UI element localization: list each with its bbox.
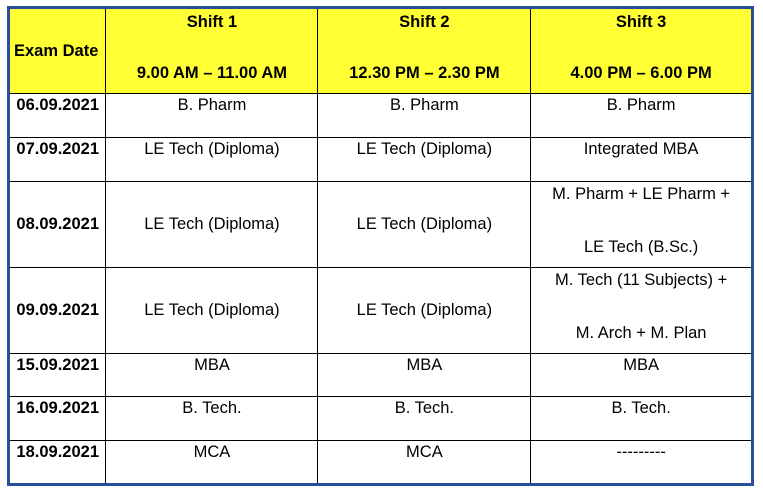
exam-date-cell: 18.09.2021: [9, 441, 106, 485]
shift-2-cell: MBA: [318, 354, 531, 397]
shift-2-cell: B. Pharm: [318, 94, 531, 138]
shift-3-cell: MBA: [531, 354, 753, 397]
shift-2-time: 12.30 PM – 2.30 PM: [349, 64, 500, 83]
shift-3-line-1: M. Tech (11 Subjects) +: [555, 271, 728, 289]
table-row: [9, 182, 753, 268]
shift-3-time: 4.00 PM – 6.00 PM: [570, 64, 712, 83]
shift-1-cell: MCA: [106, 441, 318, 485]
shift-3-name: Shift 3: [615, 13, 667, 31]
exam-date-cell: 06.09.2021: [9, 94, 106, 138]
shift-3-cell: B. Pharm: [531, 94, 753, 138]
shift-1-cell: LE Tech (Diploma): [106, 268, 318, 354]
shift-3-cell: B. Tech.: [531, 397, 753, 441]
table-header: [9, 8, 753, 94]
shift-3-line-2: M. Arch + M. Plan: [575, 324, 707, 343]
exam-schedule-table: [7, 6, 754, 486]
exam-date-cell: 09.09.2021: [9, 268, 106, 354]
exam-date-cell: 08.09.2021: [9, 182, 106, 268]
shift-3-line-2: LE Tech (B.Sc.): [583, 238, 699, 257]
table-row: [9, 397, 753, 441]
exam-date-header: Exam Date: [9, 8, 106, 94]
shift-3-line-1: M. Pharm + LE Pharm +: [552, 185, 731, 203]
table-row: [9, 354, 753, 397]
shift-2-name: Shift 2: [399, 13, 450, 31]
table-row: [9, 441, 753, 485]
exam-date-cell: 16.09.2021: [9, 397, 106, 441]
shift-2-cell: B. Tech.: [318, 397, 531, 441]
shift-2-header: [318, 8, 531, 94]
shift-2-cell: LE Tech (Diploma): [318, 138, 531, 182]
exam-date-cell: 07.09.2021: [9, 138, 106, 182]
table-row: [9, 268, 753, 354]
shift-2-cell: MCA: [318, 441, 531, 485]
table-row: [9, 94, 753, 138]
shift-3-cell: ---------: [531, 441, 753, 485]
shift-1-cell: B. Tech.: [106, 397, 318, 441]
shift-2-cell: LE Tech (Diploma): [318, 182, 531, 268]
shift-1-time: 9.00 AM – 11.00 AM: [136, 64, 288, 83]
shift-3-cell: [531, 268, 753, 354]
shift-1-cell: LE Tech (Diploma): [106, 138, 318, 182]
table-body: [9, 94, 753, 485]
shift-3-cell: Integrated MBA: [531, 138, 753, 182]
shift-1-name: Shift 1: [186, 13, 238, 31]
shift-1-cell: LE Tech (Diploma): [106, 182, 318, 268]
shift-3-cell: [531, 182, 753, 268]
exam-date-cell: 15.09.2021: [9, 354, 106, 397]
shift-1-header: [106, 8, 318, 94]
shift-1-cell: MBA: [106, 354, 318, 397]
table-row: [9, 138, 753, 182]
shift-3-header: [531, 8, 753, 94]
shift-2-cell: LE Tech (Diploma): [318, 268, 531, 354]
shift-1-cell: B. Pharm: [106, 94, 318, 138]
